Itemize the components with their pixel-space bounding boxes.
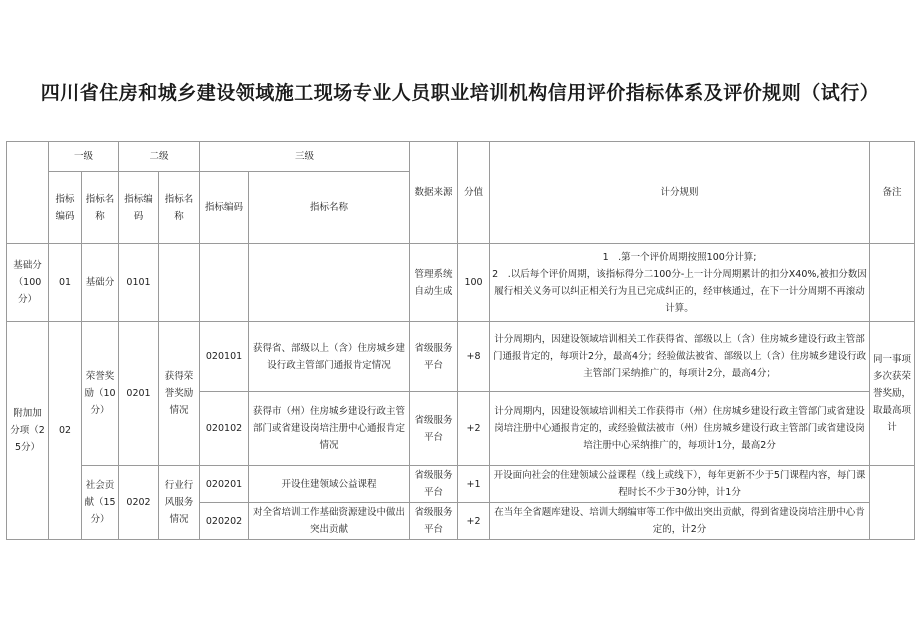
- header-level1: 一级: [49, 142, 119, 172]
- basic-l1-name: 基础分: [82, 244, 119, 322]
- basic-rule-line-1: 1 .第一个评价周期按照100分计算;: [602, 251, 757, 263]
- table-row-020101: [7, 322, 915, 392]
- item-020201-rule: 开设面向社会的住建领域公益课程（线上或线下），每年更新不少于5门课程内容，每门课程时长不少于30分钟，计1分: [490, 466, 870, 503]
- header-level3: 三级: [200, 142, 410, 172]
- item-020102-rule: 计分周期内，因建设领域培训相关工作获得市（州）住房城乡建设行政主管部门或省建设岗培注册中心通报肯定的，或经验做法被市（州）住房城乡建设行政主管部门或省建设岗培注册中心采纳推广的，每项计1分，最高2分: [490, 392, 870, 466]
- basic-rule-line-2: 2 .以后每个评价周期，该指标得分二100分-上一计分周期累计的扣分X40%,被扣分数因履行相关义务可以纠正相关行为且已完成纠正的，经审核通过，在下一计分周期不再滚动计算。: [492, 268, 867, 314]
- basic-l2-code: 0101: [119, 244, 159, 322]
- item-020201-name: 开设住建领域公益课程: [249, 466, 410, 503]
- page-title: 四川省住房和城乡建设领域施工现场专业人员职业培训机构信用评价指标体系及评价规则（试行）: [40, 82, 880, 104]
- basic-l3-code: [200, 244, 249, 322]
- basic-l2-name: [159, 244, 200, 322]
- table-row-020201: [7, 466, 915, 503]
- basic-category: 基础分（100分）: [7, 244, 49, 322]
- basic-remark: [870, 244, 915, 322]
- header-category: [7, 142, 49, 244]
- bonus-l1-code: 02: [49, 322, 82, 540]
- header-l3-name: 指标名称: [249, 172, 410, 244]
- basic-source: 管理系统自动生成: [410, 244, 458, 322]
- header-score: 分值: [458, 142, 490, 244]
- item-020102-name: 获得市（州）住房城乡建设行政主管部门或省建设岗培注册中心通报肯定情况: [249, 392, 410, 466]
- item-020101-score: +8: [458, 322, 490, 392]
- item-020201-score: +1: [458, 466, 490, 503]
- item-020101-rule: 计分周期内，因建设领域培训相关工作获得省、部级以上（含）住房城乡建设行政主管部门通报肯定的，每项计2分，最高4分；经验做法被省、部级以上（含）住房城乡建设行政主管部门采纳推广的，每项计2分，最高4分；: [490, 322, 870, 392]
- item-020101-source: 省级服务平台: [410, 322, 458, 392]
- honor-l3-group: 获得荣誉奖励情况: [159, 322, 200, 466]
- honor-l2-name: 荣誉奖励（10分）: [82, 322, 119, 466]
- bonus-category: 附加加分项（25分）: [7, 322, 49, 540]
- header-source: 数据来源: [410, 142, 458, 244]
- header-rules: 计分规则: [490, 142, 870, 244]
- item-020201-code: 020201: [200, 466, 249, 503]
- honor-l2-code: 0201: [119, 322, 159, 466]
- item-020202-score: +2: [458, 503, 490, 540]
- header-l1-code: 指标编码: [49, 172, 82, 244]
- honor-remark: 同一事项多次获荣誉奖励，取最高项计: [870, 322, 915, 466]
- item-020101-name: 获得省、部级以上（含）住房城乡建设行政主管部门通报肯定情况: [249, 322, 410, 392]
- header-row-levels: [7, 142, 915, 172]
- table-row-basic: [7, 244, 915, 322]
- basic-l1-code: 01: [49, 244, 82, 322]
- header-l3-code: 指标编码: [200, 172, 249, 244]
- social-remark: [870, 466, 915, 540]
- item-020101-code: 020101: [200, 322, 249, 392]
- basic-rules: [490, 244, 870, 322]
- basic-l3-name: [249, 244, 410, 322]
- header-remark: 备注: [870, 142, 915, 244]
- social-l3-group: 行业行风服务情况: [159, 466, 200, 540]
- item-020202-rule: 在当年全省题库建设、培训大纲编审等工作中做出突出贡献，得到省建设岗培注册中心肯定的，计2分: [490, 503, 870, 540]
- social-l2-code: 0202: [119, 466, 159, 540]
- basic-score: 100: [458, 244, 490, 322]
- item-020202-name: 对全省培训工作基础资源建设中做出突出贡献: [249, 503, 410, 540]
- header-level2: 二级: [119, 142, 200, 172]
- header-l1-name: 指标名称: [82, 172, 119, 244]
- item-020202-code: 020202: [200, 503, 249, 540]
- evaluation-table: [6, 141, 915, 540]
- item-020201-source: 省级服务平台: [410, 466, 458, 503]
- header-l2-code: 指标编码: [119, 172, 159, 244]
- item-020102-score: +2: [458, 392, 490, 466]
- social-l2-name: 社会贡献（15分）: [82, 466, 119, 540]
- item-020102-source: 省级服务平台: [410, 392, 458, 466]
- item-020202-source: 省级服务平台: [410, 503, 458, 540]
- header-l2-name: 指标名称: [159, 172, 200, 244]
- item-020102-code: 020102: [200, 392, 249, 466]
